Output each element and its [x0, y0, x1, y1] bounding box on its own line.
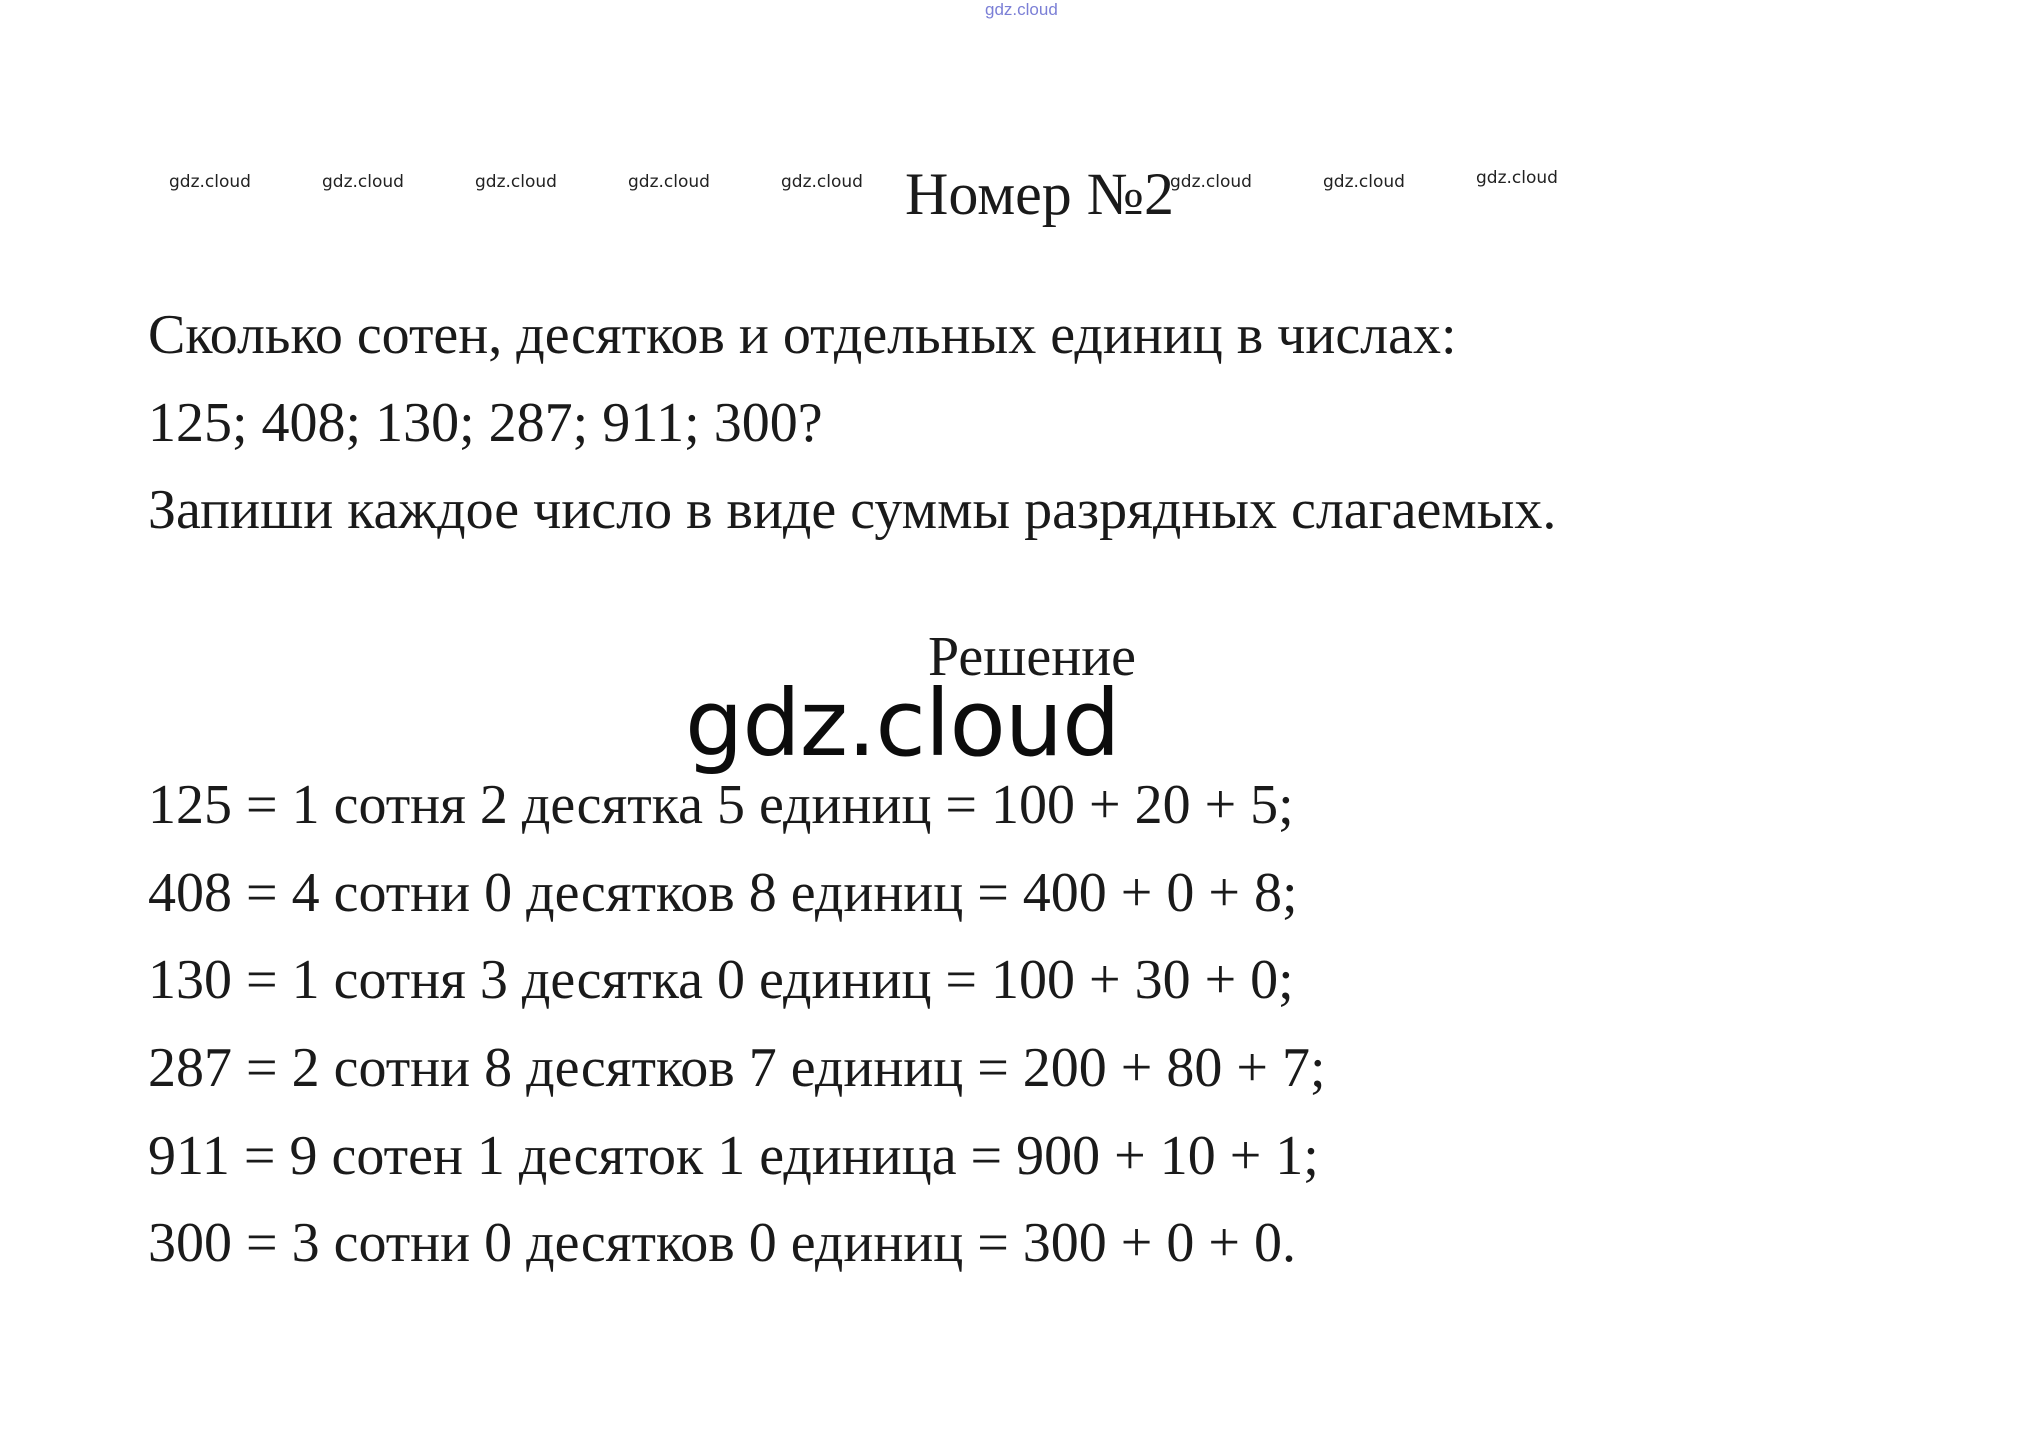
watermark-top: gdz.cloud: [985, 0, 1058, 19]
watermark-small: gdz.cloud: [628, 172, 710, 192]
watermark-big: gdz.cloud: [685, 670, 1120, 777]
solution-line: 125 = 1 сотня 2 десятка 5 единиц = 100 + 20 + 5;: [148, 774, 1294, 836]
watermark-small: gdz.cloud: [475, 172, 557, 192]
task-line-2: 125; 408; 130; 287; 911; 300?: [148, 392, 823, 454]
watermark-small: gdz.cloud: [1476, 168, 1558, 188]
solution-heading: Решение: [928, 626, 1137, 688]
watermark-small: gdz.cloud: [1323, 172, 1405, 192]
watermark-small: gdz.cloud: [1170, 172, 1252, 192]
watermark-small: gdz.cloud: [322, 172, 404, 192]
task-line-3: Запиши каждое число в виде суммы разрядных слагаемых.: [148, 479, 1557, 541]
task-line-1: Сколько сотен, десятков и отдельных единиц в числах:: [148, 304, 1457, 366]
watermark-small: gdz.cloud: [169, 172, 251, 192]
solution-line: 287 = 2 сотни 8 десятков 7 единиц = 200 + 80 + 7;: [148, 1037, 1326, 1099]
solution-line: 130 = 1 сотня 3 десятка 0 единиц = 100 + 30 + 0;: [148, 949, 1294, 1011]
solution-line: 408 = 4 сотни 0 десятков 8 единиц = 400 + 0 + 8;: [148, 862, 1298, 924]
solution-line: 300 = 3 сотни 0 десятков 0 единиц = 300 + 0 + 0.: [148, 1212, 1296, 1274]
page-title: Номер №2: [905, 161, 1175, 227]
watermark-small: gdz.cloud: [781, 172, 863, 192]
solution-line: 911 = 9 сотен 1 десяток 1 единица = 900 + 10 + 1;: [148, 1125, 1319, 1187]
